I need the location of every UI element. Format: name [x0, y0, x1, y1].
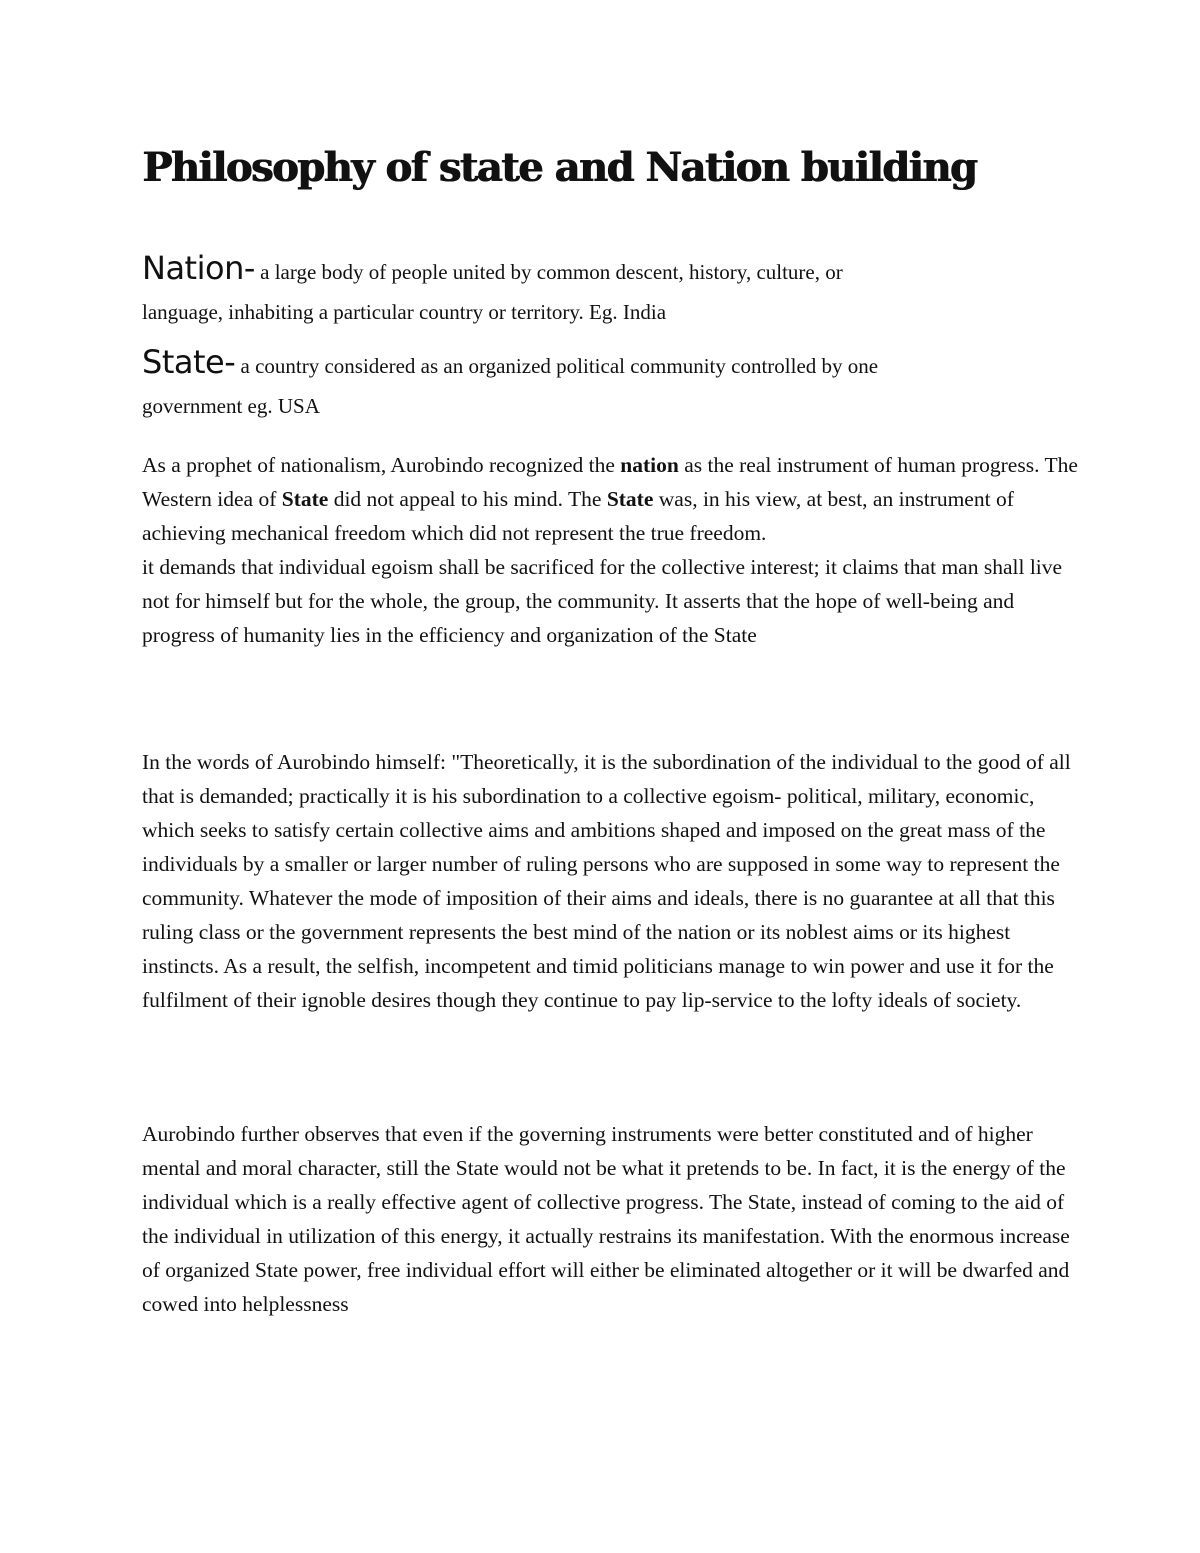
definition-state	[142, 342, 1082, 426]
paragraph-nation-instrument	[142, 448, 1082, 550]
definitions-section	[142, 248, 1082, 426]
definition-text-continued: language, inhabiting a particular country or territory. Eg. India	[142, 300, 667, 324]
text-run: was, in his view, at best, an instrument of achieving mechanical freedom which did not represent the true freedom.	[142, 487, 1014, 545]
bold-term: State	[606, 487, 654, 511]
definition-text: a large body of people united by common descent, history, culture, or	[260, 260, 843, 284]
body-section-3	[142, 1117, 1082, 1321]
body-section-1	[142, 448, 1082, 652]
definition-text-continued: government eg. USA	[142, 394, 320, 418]
paragraph-collective-interest: it demands that individual egoism shall be sacrificed for the collective interest; it claims that man shall live not for himself but for the whole, the group, the community. It asserts that the hope of well-being and progress of humanity lies in the efficiency and organization of the State	[142, 555, 1063, 647]
text-run: As a prophet of nationalism, Aurobindo recognized the	[142, 453, 621, 477]
bold-term: State	[281, 487, 329, 511]
paragraph-aurobindo-quote: In the words of Aurobindo himself: "Theoretically, it is the subordination of the individual to the good of all that is demanded; practically it is his subordination to a collective egoism- political, military, economic, which seeks to satisfy certain collective aims and ambitions shaped and imposed on the great mass of the individuals by a smaller or larger number of ruling persons who are supposed in some way to represent the community. Whatever the mode of imposition of their aims and ideals, there is no guarantee at all that this ruling class or the government represents the best mind of the nation or its noblest aims or its highest instincts. As a result, the selfish, incompetent and timid politicians manage to win power and use it for the fulfilment of their ignoble desires though they continue to pay lip-service to the lofty ideals of society.	[142, 750, 1071, 1012]
definition-term: State-	[142, 343, 236, 381]
text-run: did not appeal to his mind. The	[328, 487, 607, 511]
body-section-2	[142, 745, 1082, 1017]
paragraph-further-observes: Aurobindo further observes that even if the governing instruments were better constituted and of higher mental and moral character, still the State would not be what it pretends to be. In fact, it is the energy of the individual which is a really effective agent of collective progress. The State, instead of coming to the aid of the individual in utilization of this energy, it actually restrains its manifestation. With the enormous increase of organized State power, free individual effort will either be eliminated altogether or it will be dwarfed and cowed into helplessness	[142, 1122, 1070, 1316]
bold-term: nation	[620, 453, 679, 477]
definition-term: Nation-	[142, 249, 255, 287]
definition-text: a country considered as an organized political community controlled by one	[240, 354, 879, 378]
definition-nation	[142, 248, 1082, 332]
page-title: Philosophy of state and Nation building	[142, 144, 977, 191]
text-run: as the real instrument of human progress. The Western idea of	[142, 453, 1078, 511]
